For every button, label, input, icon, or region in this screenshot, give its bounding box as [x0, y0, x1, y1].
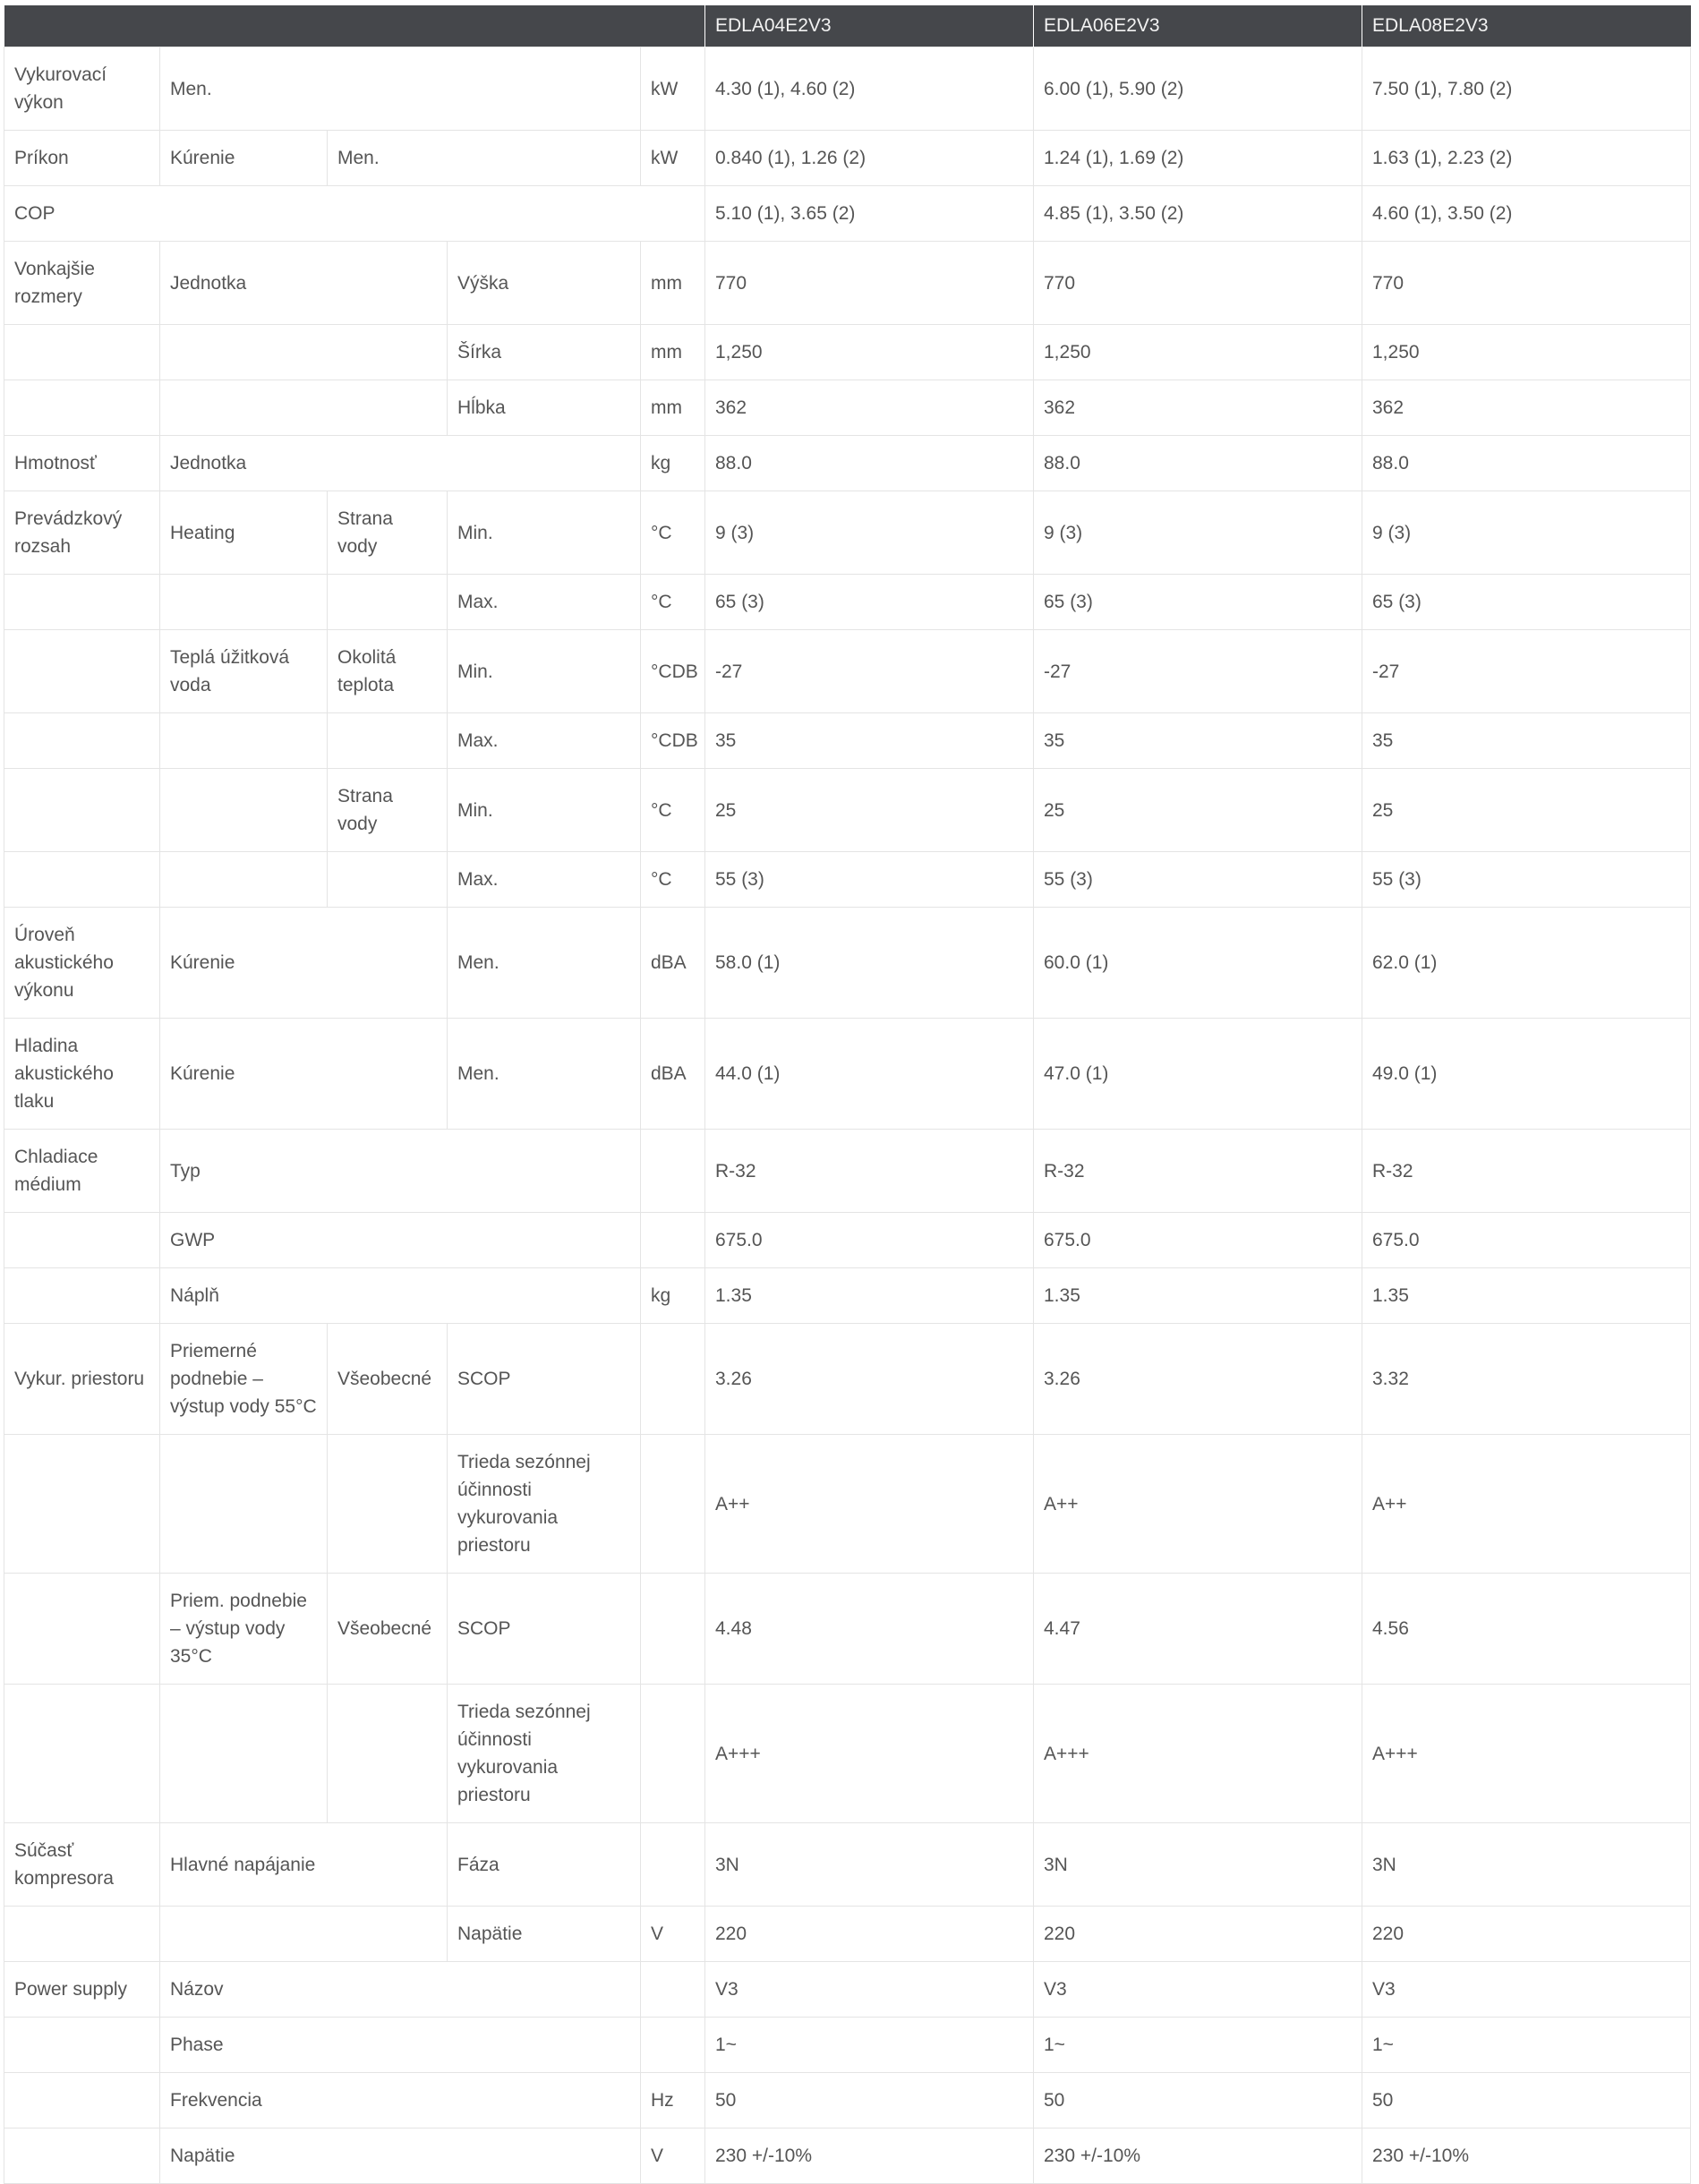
table-row — [4, 1907, 1691, 1962]
table-cell: Strana vody — [328, 769, 448, 852]
table-cell: A++ — [1362, 1435, 1691, 1574]
table-cell: kg — [641, 436, 705, 491]
table-cell — [4, 575, 160, 630]
table-cell: 60.0 (1) — [1034, 908, 1362, 1019]
table-cell — [160, 575, 328, 630]
table-cell — [4, 1268, 160, 1324]
table-cell — [4, 1435, 160, 1574]
table-cell: 3N — [705, 1823, 1034, 1907]
table-cell: 25 — [1362, 769, 1691, 852]
table-cell — [641, 2018, 705, 2073]
table-body — [4, 47, 1691, 2184]
table-cell: 5.10 (1), 3.65 (2) — [705, 186, 1034, 242]
table-cell: 49.0 (1) — [1362, 1019, 1691, 1130]
table-cell: 4.56 — [1362, 1574, 1691, 1685]
table-cell: Min. — [448, 769, 641, 852]
table-cell: mm — [641, 380, 705, 436]
table-cell — [328, 852, 448, 908]
table-cell — [328, 575, 448, 630]
table-cell: Phase — [160, 2018, 641, 2073]
table-cell: A++ — [1034, 1435, 1362, 1574]
table-cell — [4, 2073, 160, 2129]
table-row — [4, 769, 1691, 852]
table-cell — [4, 1574, 160, 1685]
table-cell: 230 +/-10% — [1034, 2129, 1362, 2184]
table-cell: 0.840 (1), 1.26 (2) — [705, 131, 1034, 186]
table-cell: Názov — [160, 1962, 641, 2018]
table-cell: Vykurovací výkon — [4, 47, 160, 131]
table-cell: V3 — [1034, 1962, 1362, 2018]
table-cell — [4, 2129, 160, 2184]
table-cell: Vonkajšie rozmery — [4, 242, 160, 325]
table-cell — [160, 1685, 328, 1823]
table-cell: Min. — [448, 630, 641, 713]
table-cell — [160, 380, 448, 436]
table-cell: °C — [641, 769, 705, 852]
table-cell: Vykur. priestoru — [4, 1324, 160, 1435]
table-cell: Heating — [160, 491, 328, 575]
table-cell: 1,250 — [1034, 325, 1362, 380]
table-cell — [4, 630, 160, 713]
table-cell: Kúrenie — [160, 131, 328, 186]
table-row — [4, 380, 1691, 436]
table-cell: 9 (3) — [1362, 491, 1691, 575]
table-cell: 220 — [1034, 1907, 1362, 1962]
table-cell: 7.50 (1), 7.80 (2) — [1362, 47, 1691, 131]
table-cell: 3.26 — [1034, 1324, 1362, 1435]
table-cell: 220 — [705, 1907, 1034, 1962]
table-cell: 3N — [1034, 1823, 1362, 1907]
table-cell: GWP — [160, 1213, 641, 1268]
model-header: EDLA04E2V3 — [705, 5, 1034, 47]
table-row — [4, 1823, 1691, 1907]
table-cell: Prevádzkový rozsah — [4, 491, 160, 575]
table-cell: 4.47 — [1034, 1574, 1362, 1685]
table-cell: 9 (3) — [1034, 491, 1362, 575]
table-cell: 25 — [1034, 769, 1362, 852]
table-cell: 55 (3) — [1362, 852, 1691, 908]
table-cell — [4, 325, 160, 380]
table-cell: Výška — [448, 242, 641, 325]
table-row — [4, 491, 1691, 575]
table-cell: Napätie — [160, 2129, 641, 2184]
table-row — [4, 131, 1691, 186]
table-cell: SCOP — [448, 1574, 641, 1685]
table-cell: R-32 — [705, 1130, 1034, 1213]
table-cell: Strana vody — [328, 491, 448, 575]
table-cell: 770 — [705, 242, 1034, 325]
table-cell: Chladiace médium — [4, 1130, 160, 1213]
table-row — [4, 436, 1691, 491]
table-cell: V — [641, 1907, 705, 1962]
table-cell: 50 — [1034, 2073, 1362, 2129]
table-cell: dBA — [641, 908, 705, 1019]
table-cell: Power supply — [4, 1962, 160, 2018]
table-cell: 44.0 (1) — [705, 1019, 1034, 1130]
table-cell: Fáza — [448, 1823, 641, 1907]
table-cell: Kúrenie — [160, 908, 448, 1019]
table-cell: Typ — [160, 1130, 641, 1213]
table-cell: Jednotka — [160, 436, 641, 491]
table-cell: 3N — [1362, 1823, 1691, 1907]
table-cell: Hĺbka — [448, 380, 641, 436]
table-row — [4, 1962, 1691, 2018]
table-cell — [4, 1213, 160, 1268]
table-cell: 50 — [1362, 2073, 1691, 2129]
table-cell — [4, 852, 160, 908]
table-cell — [4, 2018, 160, 2073]
table-cell — [4, 1685, 160, 1823]
table-cell: °C — [641, 852, 705, 908]
table-cell: V — [641, 2129, 705, 2184]
table-cell: 362 — [1034, 380, 1362, 436]
table-cell: 1,250 — [1362, 325, 1691, 380]
table-cell: V3 — [705, 1962, 1034, 2018]
table-cell: Napätie — [448, 1907, 641, 1962]
table-cell: 362 — [1362, 380, 1691, 436]
table-row — [4, 1268, 1691, 1324]
table-cell: kW — [641, 47, 705, 131]
header-blank-cell — [4, 5, 705, 47]
table-cell: °CDB — [641, 713, 705, 769]
table-cell: 1.24 (1), 1.69 (2) — [1034, 131, 1362, 186]
table-cell — [160, 713, 328, 769]
table-cell: Hz — [641, 2073, 705, 2129]
table-cell: A+++ — [1034, 1685, 1362, 1823]
table-row — [4, 1574, 1691, 1685]
table-cell: 62.0 (1) — [1362, 908, 1691, 1019]
table-cell: Úroveň akustického výkonu — [4, 908, 160, 1019]
model-header: EDLA08E2V3 — [1362, 5, 1691, 47]
table-cell: A++ — [705, 1435, 1034, 1574]
table-cell: Men. — [448, 908, 641, 1019]
table-cell — [160, 1907, 448, 1962]
table-row — [4, 186, 1691, 242]
table-cell: Trieda sezónnej účinnosti vykurovania priestoru — [448, 1435, 641, 1574]
table-cell: Hladina akustického tlaku — [4, 1019, 160, 1130]
table-cell — [641, 1574, 705, 1685]
table-cell — [641, 1685, 705, 1823]
table-cell: 675.0 — [1362, 1213, 1691, 1268]
table-cell: 1.35 — [705, 1268, 1034, 1324]
table-cell: 35 — [1362, 713, 1691, 769]
table-cell: 3.26 — [705, 1324, 1034, 1435]
table-cell: 4.85 (1), 3.50 (2) — [1034, 186, 1362, 242]
table-cell: R-32 — [1362, 1130, 1691, 1213]
table-cell: 9 (3) — [705, 491, 1034, 575]
table-cell: 770 — [1034, 242, 1362, 325]
table-cell — [641, 1130, 705, 1213]
table-cell: Men. — [160, 47, 641, 131]
table-cell: 6.00 (1), 5.90 (2) — [1034, 47, 1362, 131]
table-cell: Súčasť kompresora — [4, 1823, 160, 1907]
table-cell — [328, 1435, 448, 1574]
table-cell: 675.0 — [1034, 1213, 1362, 1268]
table-cell: Max. — [448, 575, 641, 630]
table-cell: Hlavné napájanie — [160, 1823, 448, 1907]
table-cell: °C — [641, 575, 705, 630]
table-cell: Okolitá teplota — [328, 630, 448, 713]
table-cell: 25 — [705, 769, 1034, 852]
table-row — [4, 630, 1691, 713]
table-cell: 88.0 — [705, 436, 1034, 491]
table-cell — [641, 1213, 705, 1268]
table-cell: Frekvencia — [160, 2073, 641, 2129]
table-cell: Max. — [448, 852, 641, 908]
table-cell: mm — [641, 325, 705, 380]
table-row — [4, 2129, 1691, 2184]
table-row — [4, 713, 1691, 769]
table-cell: Príkon — [4, 131, 160, 186]
table-cell: 58.0 (1) — [705, 908, 1034, 1019]
table-cell: Šírka — [448, 325, 641, 380]
table-row — [4, 908, 1691, 1019]
table-row — [4, 325, 1691, 380]
table-cell: Hmotnosť — [4, 436, 160, 491]
table-cell: Priemerné podnebie – výstup vody 55°C — [160, 1324, 328, 1435]
table-row — [4, 1019, 1691, 1130]
table-cell: mm — [641, 242, 705, 325]
table-cell — [160, 769, 328, 852]
table-cell: Náplň — [160, 1268, 641, 1324]
table-cell: -27 — [705, 630, 1034, 713]
table-cell — [328, 1685, 448, 1823]
table-cell: 3.32 — [1362, 1324, 1691, 1435]
table-cell: 35 — [705, 713, 1034, 769]
table-cell: 770 — [1362, 242, 1691, 325]
table-cell: 88.0 — [1034, 436, 1362, 491]
table-cell: 675.0 — [705, 1213, 1034, 1268]
table-cell: 1~ — [1362, 2018, 1691, 2073]
table-cell: 230 +/-10% — [1362, 2129, 1691, 2184]
table-cell: 47.0 (1) — [1034, 1019, 1362, 1130]
table-cell: Min. — [448, 491, 641, 575]
table-cell — [328, 713, 448, 769]
table-cell — [641, 1435, 705, 1574]
table-cell: Všeobecné — [328, 1324, 448, 1435]
table-cell: 55 (3) — [1034, 852, 1362, 908]
table-row — [4, 242, 1691, 325]
table-cell: 65 (3) — [1362, 575, 1691, 630]
table-cell: 230 +/-10% — [705, 2129, 1034, 2184]
table-header — [4, 5, 1691, 47]
table-cell — [641, 1823, 705, 1907]
table-row — [4, 1324, 1691, 1435]
header-row — [4, 5, 1691, 47]
table-cell: 88.0 — [1362, 436, 1691, 491]
table-cell: 362 — [705, 380, 1034, 436]
table-cell: 1.35 — [1034, 1268, 1362, 1324]
table-cell — [641, 1962, 705, 2018]
table-cell: R-32 — [1034, 1130, 1362, 1213]
table-row — [4, 575, 1691, 630]
table-cell: Trieda sezónnej účinnosti vykurovania priestoru — [448, 1685, 641, 1823]
table-cell — [160, 852, 328, 908]
table-row — [4, 1213, 1691, 1268]
spec-table-container — [4, 5, 1690, 2184]
table-cell: Men. — [448, 1019, 641, 1130]
table-cell: kW — [641, 131, 705, 186]
table-cell: °C — [641, 491, 705, 575]
table-cell: Jednotka — [160, 242, 448, 325]
table-row — [4, 2018, 1691, 2073]
table-cell — [4, 380, 160, 436]
table-cell — [4, 713, 160, 769]
table-cell: 55 (3) — [705, 852, 1034, 908]
table-cell: SCOP — [448, 1324, 641, 1435]
table-row — [4, 2073, 1691, 2129]
table-cell: 1.63 (1), 2.23 (2) — [1362, 131, 1691, 186]
table-cell: dBA — [641, 1019, 705, 1130]
table-row — [4, 1685, 1691, 1823]
table-cell: 4.48 — [705, 1574, 1034, 1685]
table-cell: 4.60 (1), 3.50 (2) — [1362, 186, 1691, 242]
spec-table — [4, 5, 1691, 2184]
table-cell: Teplá úžitková voda — [160, 630, 328, 713]
table-cell: Kúrenie — [160, 1019, 448, 1130]
table-row — [4, 47, 1691, 131]
table-cell: Priem. podnebie – výstup vody 35°C — [160, 1574, 328, 1685]
table-cell: -27 — [1362, 630, 1691, 713]
table-cell — [4, 1907, 160, 1962]
table-cell — [4, 769, 160, 852]
table-cell: kg — [641, 1268, 705, 1324]
table-cell: °CDB — [641, 630, 705, 713]
table-cell: 1,250 — [705, 325, 1034, 380]
table-cell: 50 — [705, 2073, 1034, 2129]
table-cell: A+++ — [705, 1685, 1034, 1823]
table-cell: Men. — [328, 131, 641, 186]
table-cell — [641, 1324, 705, 1435]
table-row — [4, 852, 1691, 908]
table-cell: V3 — [1362, 1962, 1691, 2018]
table-cell: -27 — [1034, 630, 1362, 713]
model-header: EDLA06E2V3 — [1034, 5, 1362, 47]
table-cell: 35 — [1034, 713, 1362, 769]
table-cell: A+++ — [1362, 1685, 1691, 1823]
table-cell: 65 (3) — [1034, 575, 1362, 630]
table-cell: COP — [4, 186, 705, 242]
table-cell: 220 — [1362, 1907, 1691, 1962]
table-cell: 1~ — [705, 2018, 1034, 2073]
table-row — [4, 1130, 1691, 1213]
table-cell: Všeobecné — [328, 1574, 448, 1685]
table-cell — [160, 1435, 328, 1574]
table-cell: 1~ — [1034, 2018, 1362, 2073]
table-cell: Max. — [448, 713, 641, 769]
table-cell: 65 (3) — [705, 575, 1034, 630]
table-cell — [160, 325, 448, 380]
table-row — [4, 1435, 1691, 1574]
table-cell: 1.35 — [1362, 1268, 1691, 1324]
table-cell: 4.30 (1), 4.60 (2) — [705, 47, 1034, 131]
